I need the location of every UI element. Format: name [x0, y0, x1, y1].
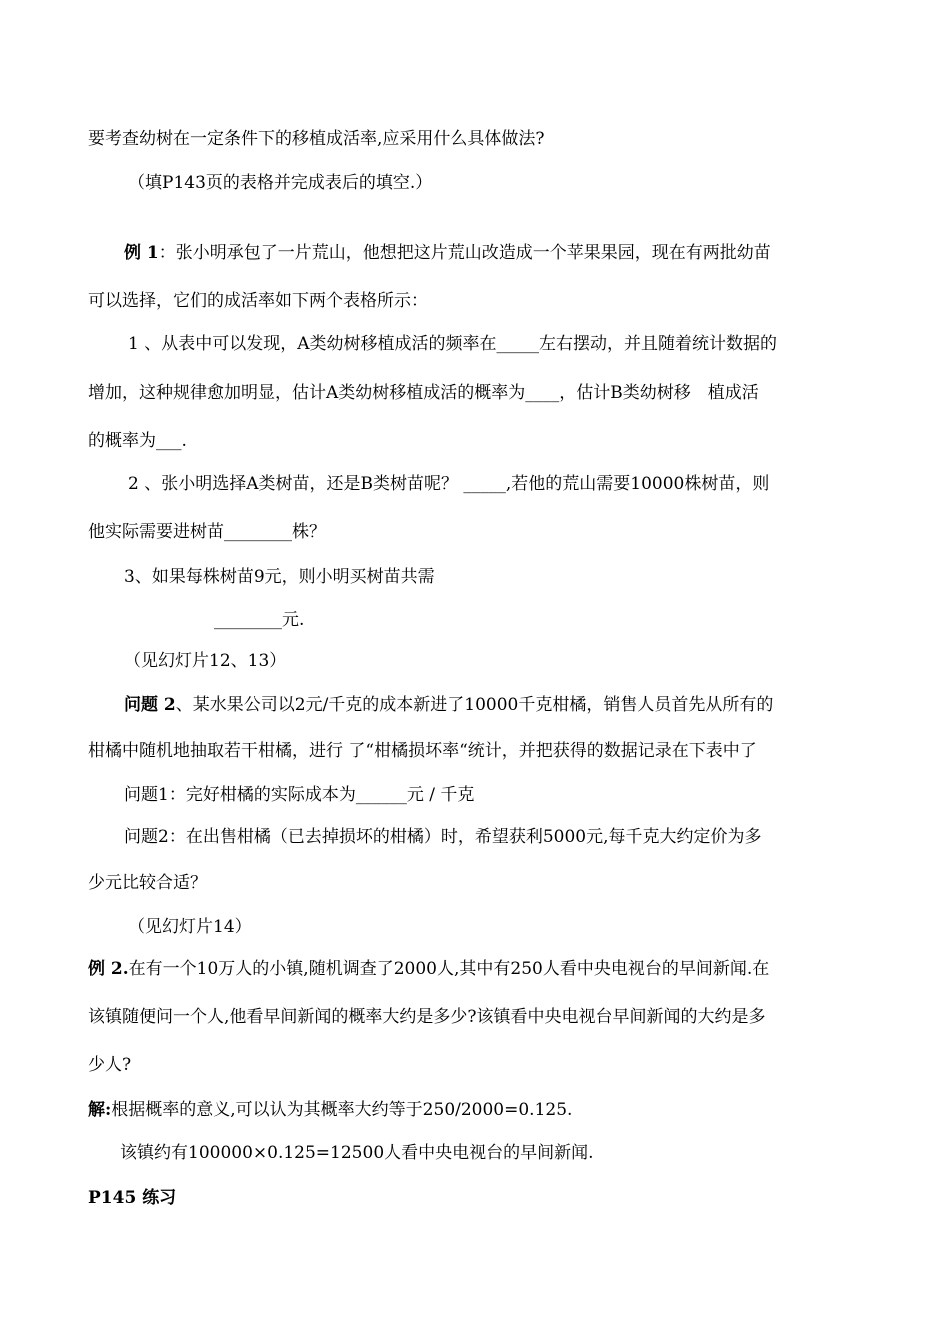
- slide-ref-12-13: （见幻灯片12、13）: [124, 651, 287, 671]
- sub-question-2-text-2: 少元比较合适？: [88, 873, 207, 893]
- example-2-text-3: 少人?: [88, 1055, 132, 1075]
- problem-2-text-2: 柑橘中随机地抽取若干柑橘，进行 了“柑橘损坏率“统计，并把获得的数据记录在下表中了: [88, 741, 757, 761]
- question-1-text: 1 、从表中可以发现，A类幼树移植成活的频率在_____左右摆动，并且随着统计数据的: [128, 334, 777, 354]
- practice-heading: P145 练习: [88, 1188, 177, 1208]
- question-1-text-2: 增加，这种规律愈加明显，估计A类幼树移植成活的概率为____，估计B类幼树移 植成活: [88, 383, 759, 403]
- sub-question-2: 问题2：在出售柑橘（已去掉损坏的柑橘）时，希望获利5000元,每千克大约定价为多: [124, 827, 762, 847]
- example-2-paragraph: [88, 958, 769, 980]
- example-1-text-2: 可以选择，它们的成活率如下两个表格所示：: [88, 291, 428, 311]
- question-2-text: 2 、张小明选择A类树苗，还是B类树苗呢？ _____,若他的荒山需要10000株树苗，则: [128, 474, 770, 494]
- example-2-text-2: 该镇随便问一个人,他看早间新闻的概率大约是多少?该镇看中央电视台早间新闻的大约是多: [88, 1007, 766, 1027]
- question-1-text-3: 的概率为___.: [88, 431, 187, 451]
- intro-question: 要考查幼树在一定条件下的移植成活率,应采用什么具体做法?: [88, 129, 545, 149]
- question-3-text: 3、如果每株树苗9元，则小明买树苗共需: [124, 567, 435, 587]
- problem-2-label: 问题 2: [124, 695, 176, 715]
- example-1-text: ：张小明承包了一片荒山，他想把这片荒山改造成一个苹果果园，现在有两批幼苗: [158, 243, 771, 263]
- example-2-text: 在有一个10万人的小镇,随机调查了2000人,其中有250人看中央电视台的早间新闻.在: [128, 959, 770, 979]
- fill-table-note: （填P143页的表格并完成表后的填空.）: [128, 173, 433, 193]
- problem-2-paragraph: [124, 694, 773, 716]
- example-2-label: 例 2.: [88, 959, 129, 979]
- sub-question-1: 问题1：完好柑橘的实际成本为______元 / 千克: [124, 785, 475, 805]
- example-1-label: 例 1: [124, 243, 159, 263]
- solution-text: 根据概率的意义,可以认为其概率大约等于250/2000=0.125.: [111, 1100, 573, 1120]
- slide-ref-14: （见幻灯片14）: [128, 917, 252, 937]
- question-2-text-2: 他实际需要进树苗________株？: [88, 522, 326, 542]
- solution-paragraph: [88, 1099, 572, 1121]
- question-3-answer-blank: ________元.: [214, 610, 305, 630]
- problem-2-text: 、某水果公司以2元/千克的成本新进了10000千克柑橘，销售人员首先从所有的: [175, 695, 774, 715]
- solution-label: 解:: [88, 1100, 112, 1120]
- solution-text-2: 该镇约有100000×0.125=12500人看中央电视台的早间新闻.: [120, 1143, 594, 1163]
- example-1-paragraph: [124, 242, 771, 264]
